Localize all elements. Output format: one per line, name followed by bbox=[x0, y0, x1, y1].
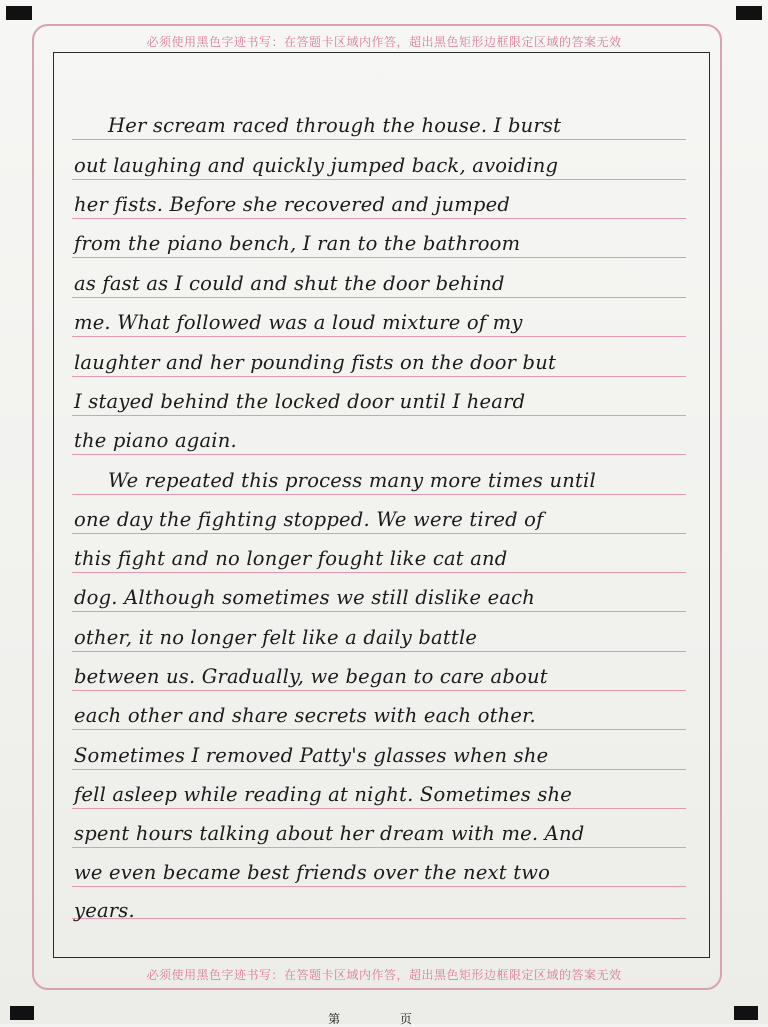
essay-line: spent hours talking about her dream with me. And bbox=[74, 822, 585, 845]
ruled-line bbox=[72, 611, 686, 612]
page-number-label: 第 页 bbox=[328, 1012, 440, 1026]
ruled-line bbox=[72, 572, 686, 573]
ruled-line bbox=[72, 454, 686, 455]
ruled-line bbox=[72, 690, 686, 691]
essay-line: from the piano bench, I ran to the bathroom bbox=[74, 232, 521, 255]
essay-line: Her scream raced through the house. I burst bbox=[108, 114, 562, 137]
ruled-line bbox=[72, 139, 686, 140]
essay-line: one day the fighting stopped. We were tired of bbox=[74, 508, 544, 531]
ruled-line bbox=[72, 847, 686, 848]
corner-registration-mark bbox=[736, 6, 762, 20]
ruled-line bbox=[72, 808, 686, 809]
ruled-line bbox=[72, 886, 686, 887]
essay-line: out laughing and quickly jumped back, avoiding bbox=[74, 154, 559, 177]
ruled-line bbox=[72, 218, 686, 219]
ruled-line bbox=[72, 494, 686, 495]
essay-line: fell asleep while reading at night. Sometimes she bbox=[74, 783, 573, 806]
ruled-line bbox=[72, 651, 686, 652]
ruled-line bbox=[72, 257, 686, 258]
essay-line: each other and share secrets with each other. bbox=[74, 704, 536, 727]
essay-line: the piano again. bbox=[74, 429, 237, 452]
ruled-line bbox=[72, 297, 686, 298]
instruction-notice-bottom: 必须使用黑色字迹书写：在答题卡区域内作答，超出黑色矩形边框限定区域的答案无效 bbox=[146, 968, 622, 982]
essay-line: We repeated this process many more times until bbox=[108, 469, 596, 492]
ruled-line bbox=[72, 729, 686, 730]
essay-line: as fast as I could and shut the door behind bbox=[74, 272, 505, 295]
essay-line: me. What followed was a loud mixture of my bbox=[74, 311, 523, 334]
essay-line: other, it no longer felt like a daily battle bbox=[74, 626, 478, 649]
ruled-line bbox=[72, 533, 686, 534]
ruled-line bbox=[72, 179, 686, 180]
essay-line: dog. Although sometimes we still dislike each bbox=[74, 586, 536, 609]
essay-line: her fists. Before she recovered and jumped bbox=[74, 193, 511, 216]
ruled-line bbox=[72, 336, 686, 337]
ruled-line bbox=[72, 415, 686, 416]
essay-line: I stayed behind the locked door until I heard bbox=[74, 390, 526, 413]
essay-line: laughter and her pounding fists on the door but bbox=[74, 351, 557, 374]
instruction-notice-top: 必须使用黑色字迹书写：在答题卡区域内作答，超出黑色矩形边框限定区域的答案无效 bbox=[146, 35, 622, 49]
essay-line: this fight and no longer fought like cat and bbox=[74, 547, 508, 570]
essay-line: Sometimes I removed Patty's glasses when she bbox=[74, 744, 549, 767]
essay-line: between us. Gradually, we began to care about bbox=[74, 665, 548, 688]
ruled-line bbox=[72, 376, 686, 377]
essay-line: we even became best friends over the next two bbox=[74, 861, 551, 884]
corner-registration-mark bbox=[6, 6, 32, 20]
ruled-line bbox=[72, 769, 686, 770]
essay-line: years. bbox=[74, 899, 135, 922]
